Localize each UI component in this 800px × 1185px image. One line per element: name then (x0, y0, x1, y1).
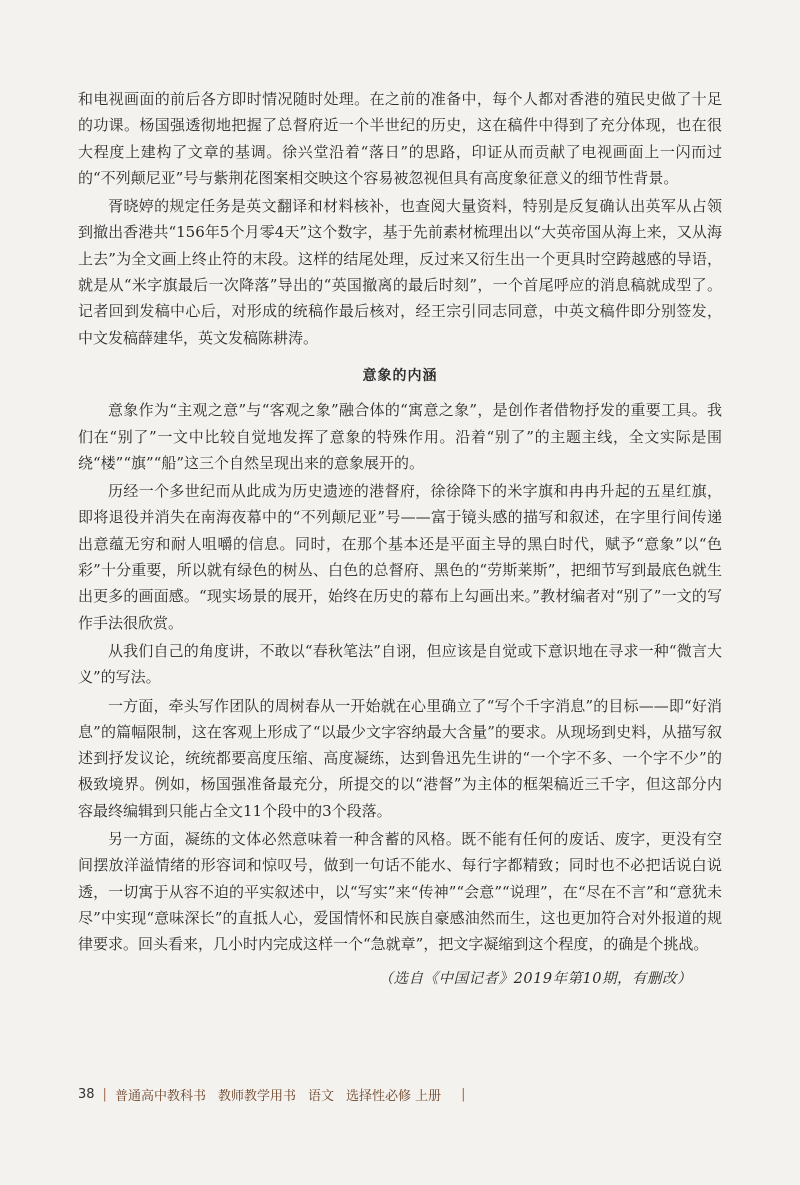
paragraph: 意象作为“主观之意”与“客观之象”融合体的“寓意之象”，是创作者借物抒发的重要工具。我们在“别了”一文中比较自觉地发挥了意象的特殊作用。沿着“别了”的主题主线，全文实际是围绕“楼”“旗”“船”这三个自然呈现出来的意象展开的。 (78, 401, 722, 472)
page-number: 38 (78, 1087, 95, 1102)
footer-book-series: 普通高中教科书 (114, 1089, 206, 1104)
footer-end-separator: | (461, 1087, 466, 1102)
footer-separator: | (102, 1087, 107, 1102)
paragraph: 和电视画面的前后各方即时情况随时处理。在之前的准备中，每个人都对香港的殖民史做了十足的功课。杨国强透彻地把握了总督府近一个半世纪的历史，这在稿件中得到了充分体现，也在很大程度上建构了文章的基调。徐兴堂沿着“落日”的思路，印证从而贡献了电视画面上一闪而过的“不列颠尼亚”号与紫荆花图案相交映这个容易被忽视但具有高度象征意义的细节性背景。 (78, 90, 722, 187)
page-footer (78, 1085, 474, 1104)
footer-book-type: 教师教学用书 (217, 1089, 296, 1104)
page-content (78, 86, 722, 992)
paragraph: 历经一个多世纪而从此成为历史遗迹的港督府，徐徐降下的米字旗和冉冉升起的五星红旗，即将退役并消失在南海夜幕中的“不列颠尼亚”号——富于镜头感的描写和叙述，在字里行间传递出意蕴无穷和耐人咀嚼的信息。同时，在那个基本还是平面主导的黑白时代，赋予“意象”以“色彩”十分重要，所以就有绿色的树丛、白色的总督府、黑色的“劳斯莱斯”，把细节写到最底色就生出更多的画面感。“现实场景的展开，始终在历史的幕布上勾画出来。”教材编者对“别了”一文的写作手法很欣赏。 (78, 482, 722, 632)
paragraph: 一方面，牵头写作团队的周树春从一开始就在心里确立了“写个千字消息”的目标——即“好消息”的篇幅限制，这在客观上形成了“以最少文字容纳最大含量”的要求。从现场到史料，从描写叙述到抒发议论，统统都要高度压缩、高度凝练，达到鲁迅先生讲的“一个字不多、一个字不少”的极致境界。例如，杨国强准备最充分，所提交的以“港督”为主体的框架稿近三千字，但这部分内容最终编辑到只能占全文11个段中的3个段落。 (78, 696, 722, 820)
paragraph: 另一方面，凝练的文体必然意味着一种含蓄的风格。既不能有任何的废话、废字，更没有空间摆放洋溢情绪的形容词和惊叹号，做到一句话不能水、每行字都精致；同时也不必把话说白说透，一切寓于从容不迫的平实叙述中，以“写实”来“传神”“会意”“说理”，在“尽在不言”和“意犹未尽”中实现“意味深长”的直抵人心，爱国情怀和民族自豪感油然而生，这也更加符合对外报道的规律要求。回头看来，几小时内完成这样一个“急就章”，把文字凝缩到这个程度，的确是个挑战。 (78, 830, 722, 954)
source-citation: （选自《中国记者》2019年第10期，有删改） (378, 970, 692, 987)
footer-subject: 语文 (307, 1089, 334, 1104)
paragraph: 从我们自己的角度讲，不敢以“春秋笔法”自诩，但应该是自觉或下意识地在寻求一种“微言大义”的写法。 (78, 641, 722, 687)
footer-volume: 选择性必修 上册 (345, 1089, 442, 1104)
section-heading: 意象的内涵 (362, 367, 438, 384)
paragraph: 胥晓婷的规定任务是英文翻译和材料核补，也查阅大量资料，特别是反复确认出英军从占领到撤出香港共“156年5个月零4天”这个数字，基于先前素材梳理出以“大英帝国从海上来，又从海上去”为全文画上终止符的末段。这样的结尾处理，反过来又衍生出一个更具时空跨越感的导语，就是从“米字旗最后一次降落”导出的“英国撤离的最后时刻”，一个首尾呼应的消息稿就成型了。记者回到发稿中心后，对形成的统稿作最后核对，经王宗引同志同意，中英文稿件即分别签发，中文发稿薛建华，英文发稿陈耕涛。 (78, 197, 722, 347)
